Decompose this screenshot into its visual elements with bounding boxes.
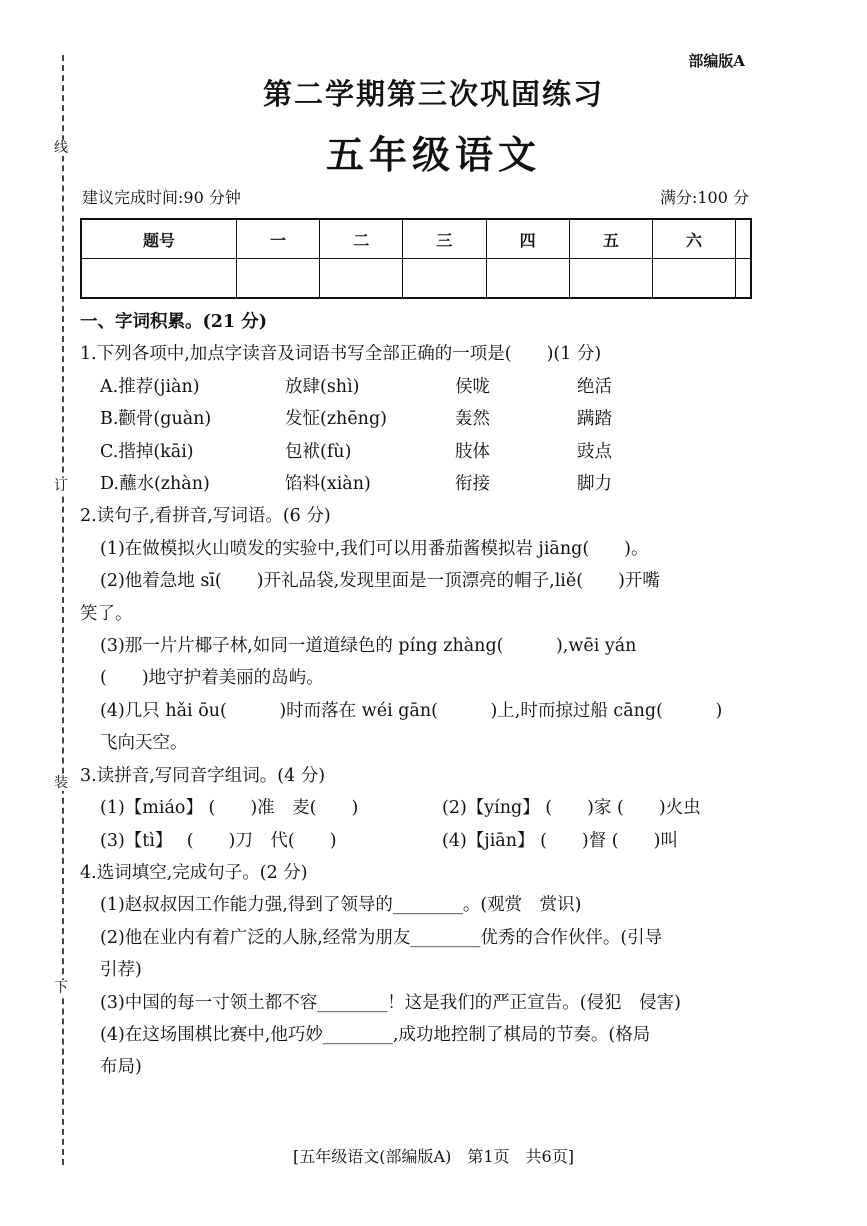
- question-4-stem: 4.选词填空,完成句子。(2 分): [80, 862, 308, 883]
- score-header-cell: [736, 219, 751, 259]
- option-text: 轰然: [455, 409, 490, 430]
- score-header-cell: 一: [236, 219, 319, 259]
- score-table-header-row: [81, 219, 751, 259]
- question-2-line: (2)他着急地 sī( )开礼品袋,发现里面是一顶漂亮的帽子,liě( )开嘴: [100, 571, 660, 592]
- option-text: 衔接: [455, 474, 490, 495]
- question-2-line: (3)那一片片椰子林,如同一道道绿色的 píng zhàng( ),wēi yán: [100, 636, 637, 657]
- score-cell[interactable]: [652, 259, 735, 299]
- option-text: B.颧骨(guàn): [100, 409, 212, 430]
- option-text: 放肆(shì): [285, 376, 360, 397]
- section-title: 一、字词积累。(21 分): [80, 312, 268, 332]
- question-4-line: 引荐): [100, 960, 142, 981]
- option-text: 豉点: [577, 441, 612, 462]
- homophone-group: (3)【tì】 ( )刀 代( ): [100, 830, 337, 851]
- score-cell[interactable]: [569, 259, 652, 299]
- score-cell[interactable]: [486, 259, 569, 299]
- question-content: [80, 306, 768, 1084]
- full-score: 满分:100 分: [659, 188, 749, 207]
- option-text: 包袱(fù): [285, 441, 352, 462]
- score-header-cell: 题号: [81, 219, 236, 259]
- question-4-line: (4)在这场围棋比赛中,他巧妙________,成功地控制了棋局的节奏。(格局: [100, 1024, 651, 1045]
- question-4-line: (1)赵叔叔因工作能力强,得到了领导的________。(观赏 赏识): [100, 895, 582, 916]
- option-text: C.揩掉(kāi): [100, 441, 194, 462]
- score-header-cell: 二: [320, 219, 403, 259]
- score-cell[interactable]: [81, 259, 236, 299]
- option-text: 侯咙: [455, 376, 490, 397]
- homophone-group: (1)【miáo】 ( )准 麦( ): [100, 798, 359, 819]
- homophone-group: (2)【yíng】 ( )家 ( )火虫: [442, 798, 701, 819]
- score-cell[interactable]: [736, 259, 751, 299]
- subject-title: 五年级语文: [325, 133, 541, 177]
- question-2-line: (1)在做模拟火山喷发的实验中,我们可以用番茄酱模拟岩 jiāng( )。: [100, 538, 649, 559]
- score-table: [80, 218, 752, 299]
- question-2-line: ( )地守护着美丽的岛屿。: [100, 668, 324, 689]
- option-text: 绝活: [577, 376, 612, 397]
- homophone-group: (4)【jiān】 ( )督 ( )叫: [442, 830, 678, 851]
- option-text: 馅料(xiàn): [285, 474, 371, 495]
- question-2-line: 笑了。: [80, 603, 133, 624]
- option-a: [80, 371, 768, 403]
- binding-mark-ding: 订: [54, 478, 68, 494]
- score-cell[interactable]: [403, 259, 486, 299]
- option-b: [80, 403, 768, 435]
- question-3-row: [80, 792, 768, 824]
- exam-title: 第二学期第三次巩固练习: [262, 77, 604, 111]
- option-text: D.蘸水(zhàn): [100, 474, 210, 495]
- score-cell[interactable]: [320, 259, 403, 299]
- question-4-line: 布局): [100, 1057, 142, 1078]
- option-d: [80, 468, 768, 500]
- question-2-line: 飞向天空。: [100, 733, 188, 754]
- score-table-blank-row: [81, 259, 751, 299]
- question-4-line: (2)他在业内有着广泛的人脉,经常为朋友________优秀的合作伙伴。(引导: [100, 927, 663, 948]
- score-header-cell: 五: [569, 219, 652, 259]
- option-c: [80, 436, 768, 468]
- option-text: 肢体: [455, 441, 490, 462]
- option-text: 蹒踏: [577, 409, 612, 430]
- question-2-line: (4)几只 hǎi ōu( )时而落在 wéi gān( )上,时而掠过船 cāng( ): [100, 700, 723, 721]
- edition-label: 部编版A: [688, 52, 745, 70]
- option-text: 脚力: [577, 474, 612, 495]
- binding-mark-xia: 下: [54, 980, 68, 996]
- option-text: 发怔(zhēng): [285, 409, 387, 430]
- question-2-stem: 2.读句子,看拼音,写词语。(6 分): [80, 506, 331, 527]
- score-header-cell: 六: [652, 219, 735, 259]
- binding-mark-zhuang: 装: [54, 775, 68, 791]
- score-header-cell: 三: [403, 219, 486, 259]
- score-cell[interactable]: [236, 259, 319, 299]
- suggested-time: 建议完成时间:90 分钟: [82, 188, 241, 207]
- score-header-cell: 四: [486, 219, 569, 259]
- page-footer: [五年级语文(部编版A) 第1页 共6页]: [293, 1147, 574, 1166]
- question-1-stem: 1.下列各项中,加点字读音及词语书写全部正确的一项是( )(1 分): [80, 344, 602, 365]
- question-3-stem: 3.读拼音,写同音字组词。(4 分): [80, 765, 326, 786]
- question-4-line: (3)中国的每一寸领土都不容________！这是我们的严正宣告。(侵犯 侵害): [100, 992, 681, 1013]
- binding-line: [62, 55, 64, 1165]
- option-text: A.推荐(jiàn): [100, 376, 200, 397]
- question-3-row: [80, 825, 768, 857]
- binding-mark-xian: 线: [54, 140, 68, 156]
